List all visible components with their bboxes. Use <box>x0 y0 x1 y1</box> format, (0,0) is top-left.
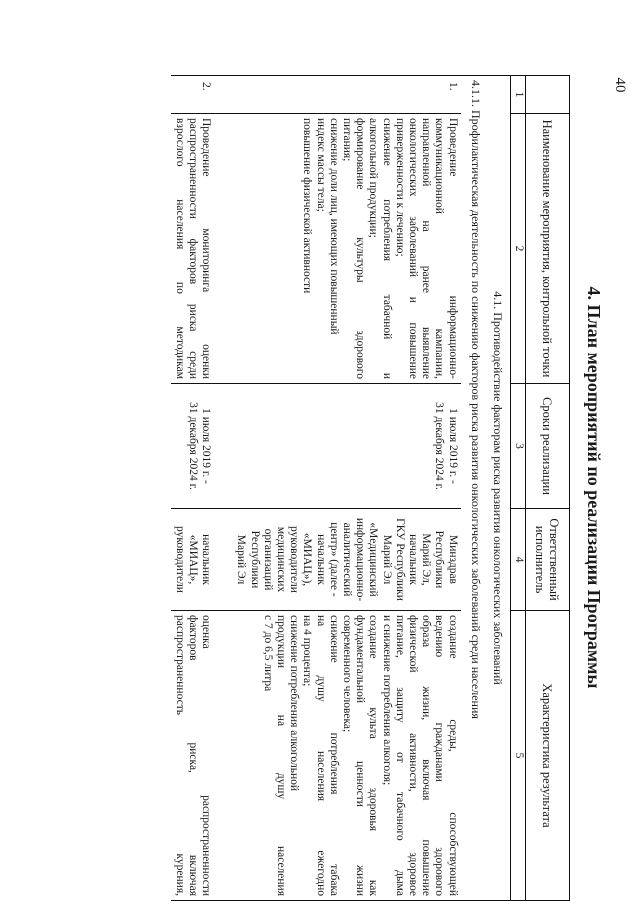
row-dates <box>171 384 233 509</box>
responsible-line: медицинских <box>274 526 287 593</box>
rotated-page-content <box>45 75 605 900</box>
table-row <box>171 76 233 901</box>
column-number: 3 <box>511 384 526 509</box>
responsible-line: информационно- <box>354 517 367 602</box>
row-number: 1. <box>232 76 460 114</box>
responsible-line: руководители <box>173 526 186 593</box>
event-name-line: алкогольной продукции; <box>367 118 380 238</box>
result-line: на 4 процента; <box>301 615 314 687</box>
row-event-name <box>171 114 233 384</box>
subsection-title: 4.1.1. Профилактическая деятельность по снижению факторов риска развития онкологических заболеваний среди населения <box>461 76 485 901</box>
result-line: с 7 до 6,5 литра <box>261 615 274 692</box>
table-header-row <box>526 76 570 901</box>
result-line: и снижение потребления алкоголя; <box>380 615 393 786</box>
result-line: создание среды, способствующей <box>446 615 459 896</box>
dates-line: 31 декабря 2024 г. <box>186 402 199 490</box>
event-name-line: распространенности факторов риска среди <box>186 118 199 379</box>
event-name-line: направленной на ранее выявление <box>420 118 433 379</box>
result-line: распространенность курения, <box>173 615 186 896</box>
row-responsible <box>232 509 460 611</box>
responsible-line: «МИАЦ», <box>186 534 199 585</box>
responsible-line: Минздрав <box>446 534 459 584</box>
document-title: 4. План мероприятий по реализации Программы <box>584 286 604 689</box>
header-dates: Сроки реализации <box>526 384 570 509</box>
column-number: 2 <box>511 114 526 384</box>
header-result: Характеристика результата <box>526 611 570 901</box>
plan-table <box>171 75 570 901</box>
row-number: 2. <box>171 76 233 114</box>
responsible-line: «МИАЦ»), <box>301 532 314 587</box>
section-title: 4.1. Противодействие факторам риска развития онкологических заболеваний <box>485 76 511 901</box>
responsible-line: руководители <box>288 526 301 593</box>
responsible-line: Марий Эл, <box>420 533 433 586</box>
result-line: оценка распространенности <box>200 615 213 896</box>
section-heading-row <box>485 76 511 901</box>
responsible-line: начальник <box>406 534 419 585</box>
event-name-line: Проведение информационно- <box>446 118 459 379</box>
responsible-line: аналитический <box>340 522 353 597</box>
responsible-line: Республики <box>248 530 261 589</box>
column-number: 5 <box>511 611 526 901</box>
table-row <box>232 76 460 901</box>
event-name-line: снижение потребления табачной и <box>380 118 393 379</box>
responsible-line: Марий Эл <box>380 534 393 585</box>
subsection-heading-row <box>461 76 485 901</box>
event-name-line: взрослого населения по методикам <box>173 118 186 379</box>
result-line: современного человека; <box>340 615 353 733</box>
event-name-line: питания; <box>340 118 353 162</box>
result-line: ведению гражданами здорового <box>433 615 446 896</box>
responsible-line: «Медицинский <box>367 522 380 597</box>
result-line: создание культа здоровья как <box>367 615 380 896</box>
event-name-line: повышение физической активности <box>301 118 314 294</box>
header-name: Наименование мероприятия, контрольной точки <box>526 114 570 384</box>
event-name-line: снижение доли лиц, имеющих повышенный <box>327 118 340 335</box>
header-responsible: Ответственный исполнитель <box>526 509 570 611</box>
header-number <box>526 76 570 114</box>
responsible-line: начальник <box>200 534 213 585</box>
dates-line: 1 июля 2019 г. - <box>200 408 213 484</box>
result-line: образа жизни, включая повышение <box>420 615 433 896</box>
event-name-line: Проведение мониторинга оценки <box>200 118 213 379</box>
responsible-line: начальник <box>314 534 327 585</box>
event-name-line: онкологических заболеваний и повышение <box>406 118 419 379</box>
result-line: питание, защиту от табачного дыма <box>393 615 406 896</box>
row-result <box>171 611 233 901</box>
responsible-line: ГКУ Республики <box>393 518 406 601</box>
column-numbers-row <box>511 76 526 901</box>
row-result <box>232 611 460 901</box>
result-line: снижение потребления алкогольной <box>288 615 301 792</box>
row-event-name <box>232 114 460 384</box>
dates-line: 31 декабря 2024 г. <box>433 402 446 490</box>
result-line: физической активности, здоровое <box>406 615 419 896</box>
event-name-line: формирование культуры здорового <box>354 118 367 379</box>
row-responsible <box>171 509 233 611</box>
page-number: 40 <box>612 77 628 93</box>
event-name-line: коммуникационной кампании, <box>433 118 446 379</box>
result-line: снижение потребления табака <box>327 615 340 896</box>
dates-line: 1 июля 2019 г. - <box>446 408 459 484</box>
responsible-line: центр» (далее - <box>327 522 340 597</box>
event-name-line: индекс массы тела; <box>314 118 327 212</box>
row-dates <box>232 384 460 509</box>
column-number: 1 <box>511 76 526 114</box>
event-name-line: приверженности к лечению; <box>393 118 406 257</box>
column-number: 4 <box>511 509 526 611</box>
result-line: фундаментальной ценности жизни <box>354 615 367 896</box>
responsible-line: Марий Эл <box>235 534 248 585</box>
result-line: продукции на душу населения <box>274 615 287 896</box>
result-line: на душу населения ежегодно <box>314 615 327 896</box>
result-line: факторов риска, включая <box>186 615 199 896</box>
responsible-line: Республики <box>433 530 446 589</box>
responsible-line: организаций <box>261 528 274 591</box>
